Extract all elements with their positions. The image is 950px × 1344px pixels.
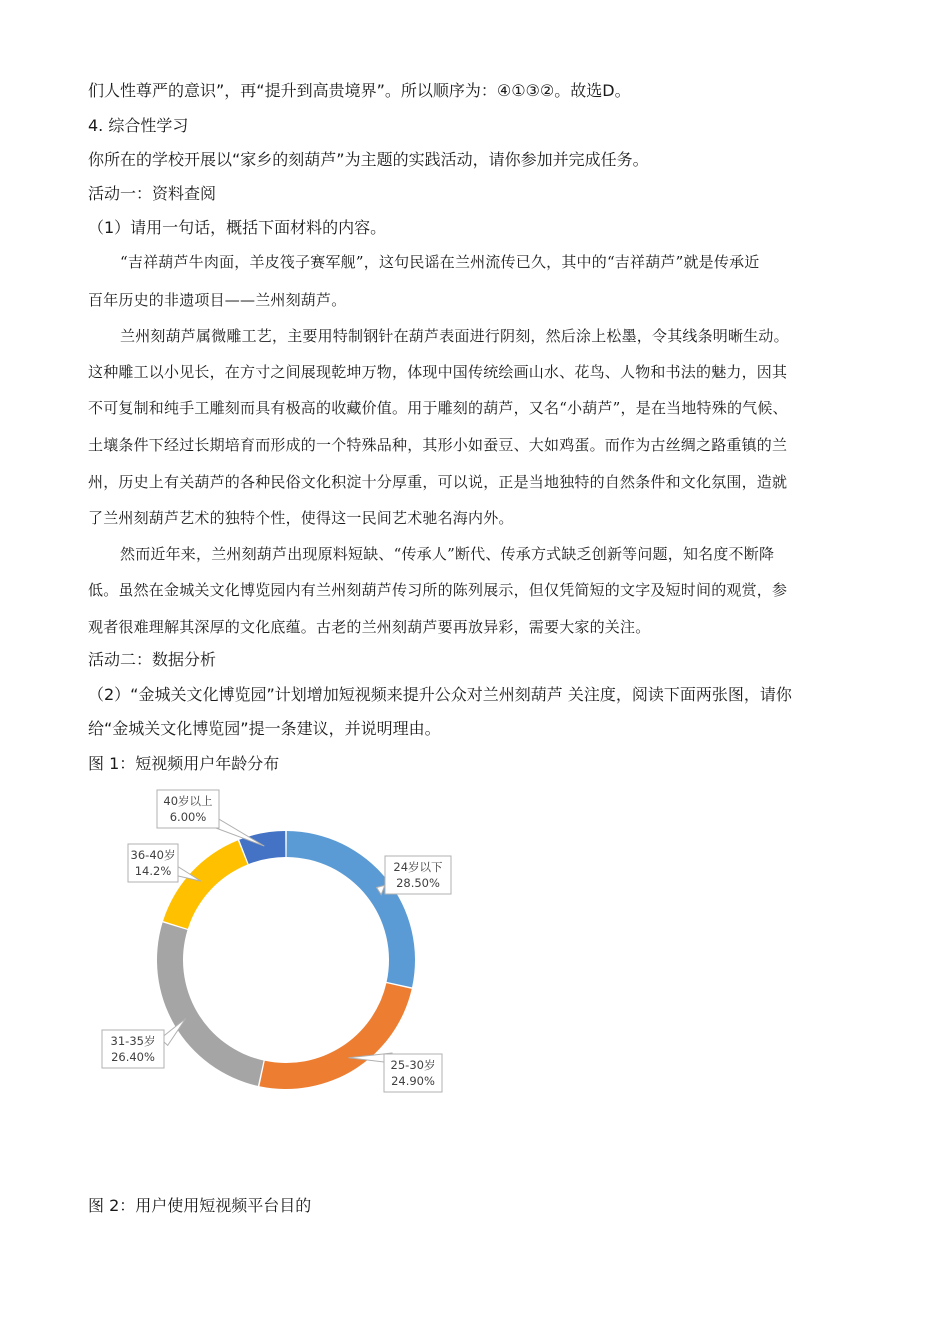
- question-two: （2）“金城关文化博览园”计划增加短视频来提升公众对兰州刻葫芦 关注度，阅读下面两张图，请你: [88, 685, 792, 704]
- question-two-cont: 给“金城关文化博览园”提一条建议，并说明理由。: [88, 719, 441, 738]
- donut-slice: [287, 831, 415, 987]
- value-label: 6.00%: [169, 810, 207, 824]
- category-label: 31-35岁: [110, 1034, 156, 1048]
- figure-two-caption: 图 2：用户使用短视频平台目的: [88, 1196, 312, 1215]
- activity-two-heading: 活动二：数据分析: [88, 650, 217, 669]
- category-label: 40岁以上: [163, 794, 213, 808]
- donut-slice: [157, 922, 264, 1085]
- value-label: 26.40%: [111, 1050, 155, 1064]
- category-label: 36-40岁: [130, 848, 176, 862]
- answer-explanation-line: 们人性尊严的意识”，再“提升到高贵境界”。所以顺序为：④①③②。故选D。: [88, 81, 631, 100]
- material-line: 低。虽然在金城关文化博览园内有兰州刻葫芦传习所的陈列展示，但仅凭简短的文字及短时间的观赏，参: [88, 581, 788, 599]
- value-label: 14.2%: [134, 864, 172, 878]
- material-line: 然而近年来，兰州刻葫芦出现原料短缺、“传承人”断代、传承方式缺乏创新等问题，知名度不断降: [120, 545, 775, 563]
- material-line: 兰州刻葫芦属微雕工艺，主要用特制钢针在葫芦表面进行阴刻，然后涂上松墨，令其线条明晰生动。: [120, 327, 789, 345]
- material-line: 百年历史的非遗项目——兰州刻葫芦。: [88, 291, 347, 309]
- activity-one-heading: 活动一：资料查阅: [88, 184, 217, 203]
- material-line: “吉祥葫芦牛肉面，羊皮筏子赛军舰”，这句民谣在兰州流传已久，其中的“吉祥葫芦”就是传承近: [120, 253, 760, 271]
- material-line: 这种雕工以小见长，在方寸之间展现乾坤万物，体现中国传统绘画山水、花鸟、人物和书法的魅力，因其: [88, 363, 788, 381]
- material-line: 不可复制和纯手工雕刻而具有极高的收藏价值。用于雕刻的葫芦，又名“小葫芦”，是在当地特殊的气候、: [88, 399, 788, 417]
- value-label: 24.90%: [391, 1074, 435, 1088]
- material-line: 观者很难理解其深厚的文化底蕴。古老的兰州刻葫芦要再放异彩，需要大家的关注。: [88, 618, 651, 636]
- question-one: （1）请用一句话，概括下面材料的内容。: [88, 218, 387, 237]
- material-line: 了兰州刻葫芦艺术的独特个性，使得这一民间艺术驰名海内外。: [88, 509, 514, 527]
- age-distribution-donut-chart: [100, 782, 460, 1112]
- section-heading: 4. 综合性学习: [88, 116, 189, 135]
- figure-one-caption: 图 1：短视频用户年龄分布: [88, 754, 280, 773]
- category-label: 25-30岁: [390, 1058, 436, 1072]
- material-line: 州，历史上有关葫芦的各种民俗文化积淀十分厚重，可以说，正是当地独特的自然条件和文化氛围，造就: [88, 473, 788, 491]
- category-label: 24岁以下: [393, 860, 443, 874]
- intro-line: 你所在的学校开展以“家乡的刻葫芦”为主题的实践活动，请你参加并完成任务。: [88, 150, 649, 169]
- value-label: 28.50%: [396, 876, 440, 890]
- material-line: 土壤条件下经过长期培育而形成的一个特殊品种，其形小如蚕豆、大如鸡蛋。而作为古丝绸之路重镇的兰: [88, 436, 788, 454]
